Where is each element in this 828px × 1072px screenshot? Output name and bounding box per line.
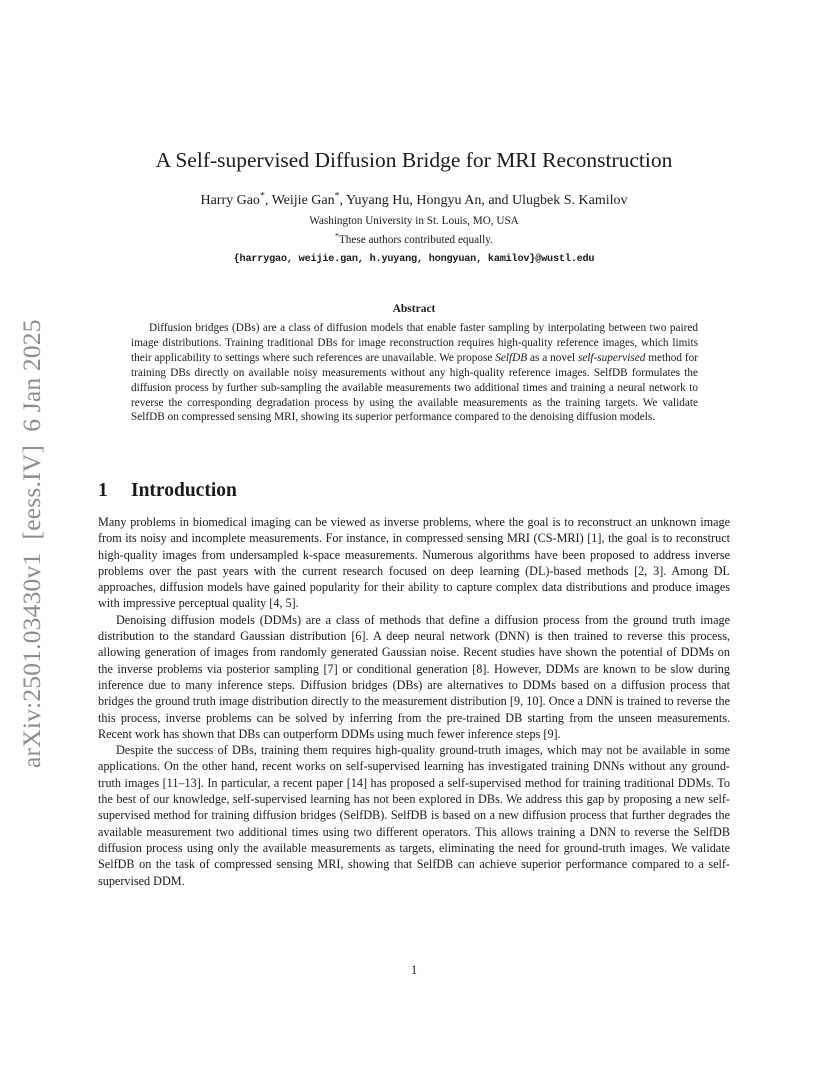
author-weijie-gan: Weijie Gan	[271, 193, 335, 208]
paragraph-1: Many problems in biomedical imaging can be viewed as inverse problems, where the goal is to reconstruct an unknown image from its noisy and incomplete measurements. For instance, in compressed sensing MRI (CS-MRI) [1], the goal is to reconstruct high-quality images from undersampled k-space measurements. Numerous algorithms have been proposed to address inverse problems over the past years with the current research focused on deep learning (DL)-based methods [2, 3]. Among DL approaches, diffusion models have gained popularity for their ability to capture complex data distributions and produce images with impressive perceptual quality [4, 5].	[98, 515, 730, 611]
equal-contribution-mark: *	[259, 190, 265, 202]
author-harry-gao: Harry Gao	[200, 193, 260, 208]
abstract-part-2: as a novel	[527, 351, 578, 364]
page-number: 1	[410, 963, 418, 977]
equal-contribution-note-mark: *	[335, 231, 339, 241]
section-heading-introduction	[98, 478, 237, 504]
section-number: 1	[98, 480, 108, 501]
equal-contribution-note-text: These authors contributed equally.	[338, 234, 493, 246]
abstract-heading: Abstract	[392, 303, 436, 315]
self-supervised-term: self-supervised	[577, 351, 646, 364]
equal-contribution-mark: *	[334, 190, 340, 202]
section-title: Introduction	[131, 480, 237, 501]
paper-title: A Self-supervised Diffusion Bridge for MRI Reconstruction	[155, 148, 673, 172]
abstract-part-1: Diffusion bridges (DBs) are a class of diffusion models that enable faster sampling by interpolating between two paired image distributions. Training traditional DBs for image reconstruction requires high-quality reference images, which limits their applicability to settings where such references are unavailable. We propose	[131, 322, 698, 364]
introduction-body	[98, 514, 730, 889]
paragraph-2: Denoising diffusion models (DDMs) are a class of methods that define a diffusion process from the ground truth image distribution to the standard Gaussian distribution [6]. A deep neural network (DNN) is then trained to reverse this process, allowing generation of images from randomly generated Gaussian noise. Recent studies have shown the potential of DDMs on the inverse problems via posterior sampling [7] or conditional generation [8]. However, DDMs are known to be slow during inference due to many inference steps. Diffusion bridges (DBs) are alternatives to DDMs based on a diffusion process that bridges the ground truth image distribution directly to the measurement distribution [9, 10]. Once a DNN is trained to reverse the this process, inverse problems can be solved by inferring from the pre-trained DB starting from the unseen measurements. Recent work has shown that DBs can outperform DDMs using much fewer inference steps [9].	[98, 612, 730, 741]
arxiv-identifier-stamp: arXiv:2501.03430v1 [eess.IV] 6 Jan 2025	[17, 319, 46, 768]
author-list: Harry Gao*, Weijie Gan*, Yuyang Hu, Hongyu An, and Ulugbek S. Kamilov	[200, 190, 628, 208]
paragraph-3: Despite the success of DBs, training them requires high-quality ground-truth images, which may not be available in some applications. On the other hand, recent works on self-supervised learning has investigated training DNNs without any ground-truth images [11–13]. In particular, a recent paper [14] has proposed a self-supervised method for training traditional DDMs. To the best of our knowledge, self-supervised learning has not been explored in DBs. We address this gap by proposing a new self-supervised method for training diffusion bridges (SelfDB). SelfDB is based on a new diffusion process that further degrades the available measurement two additional times using two different operators. This allows training a DNN to reverse the SelfDB diffusion process using only the available measurements as targets, eliminating the need for ground-truth images. We validate SelfDB on the task of compressed sensing MRI, showing that SelfDB can achieve superior performance compared to a self-supervised DDM.	[98, 743, 730, 888]
method-name: SelfDB	[495, 351, 528, 364]
equal-contribution-note	[0, 233, 828, 247]
author-emails: {harrygao, weijie.gan, h.yuyang, hongyuan, kamilov}@wustl.edu	[233, 254, 595, 265]
abstract-text	[131, 321, 698, 425]
remaining-authors: , Yuyang Hu, Hongyu An, and Ulugbek S. Kamilov	[339, 193, 628, 208]
affiliation: Washington University in St. Louis, MO, USA	[309, 215, 519, 227]
abstract-part-3: method for training DBs directly on available noisy measurements without any high-quality reference images. SelfDB formulates the diffusion process by further sub-sampling the available measurements two additional times and training a neural network to reverse the corresponding degradation process by using the available measurements as the training targets. We validate SelfDB on compressed sensing MRI, showing its superior performance compared to the denoising diffusion models.	[131, 351, 699, 424]
